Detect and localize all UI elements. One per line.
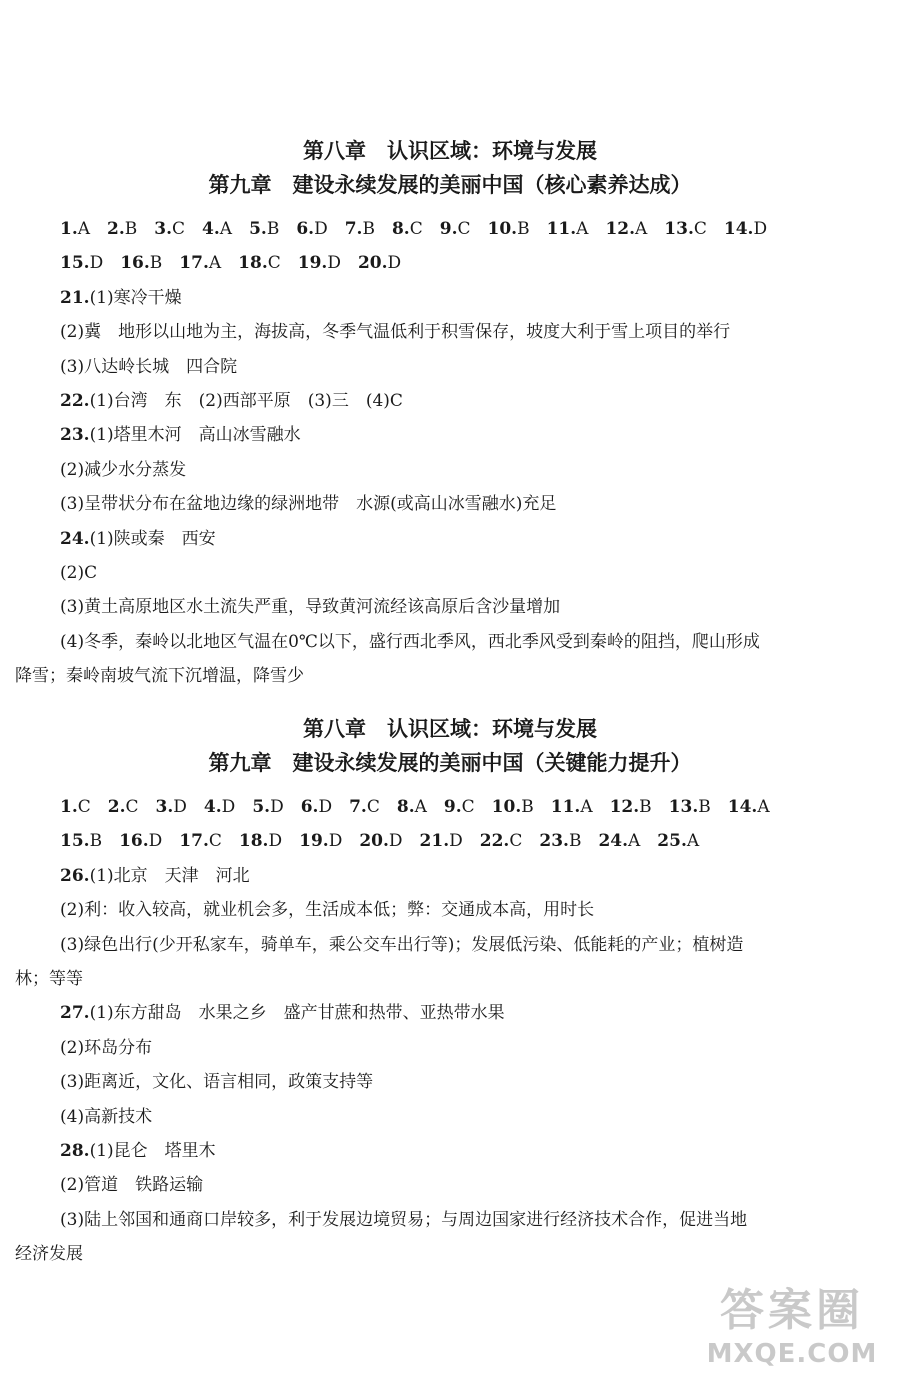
answer-line: (3)呈带状分布在盆地边缘的绿洲地带 水源(或高山冰雪融水)充足 [60, 494, 557, 515]
choice-number: 17. [179, 253, 209, 274]
choice-number: 12. [605, 219, 636, 239]
choice-letter: B [517, 219, 530, 239]
choice-answer [299, 824, 342, 858]
choice-letter: B [89, 831, 103, 852]
choice-letter: D [387, 253, 402, 274]
choice-answer [358, 246, 401, 280]
choice-letter: D [318, 797, 333, 817]
question-number: 27. [60, 1003, 90, 1024]
answer-line: (4)冬季，秦岭以北地区气温在0℃以下，盛行西北季风，西北季风受到秦岭的阻挡，爬山形成 [60, 631, 760, 652]
choice-number: 2. [107, 219, 125, 239]
choice-letter: A [757, 797, 770, 817]
choice-letter: B [568, 831, 582, 852]
choice-number: 1. [60, 219, 78, 239]
answer-line: (2)利：收入较高，就业机会多，生活成本低；弊：交通成本高，用时长 [60, 900, 595, 921]
choice-number: 6. [300, 797, 319, 817]
choice-number: 11. [550, 797, 581, 817]
choice-answer [301, 790, 332, 824]
choice-number: 13. [668, 797, 699, 817]
choice-letter: C [693, 219, 707, 239]
choice-number: 4. [203, 797, 222, 817]
choice-answer [252, 790, 283, 824]
choice-letter: D [449, 831, 463, 852]
answer-line: (3)绿色出行(少开私家车，骑单车，乘公交车出行等)；发展低污染、低能耗的产业；植树造 [60, 934, 744, 955]
choice-letter: D [327, 253, 341, 274]
choice-answer [60, 824, 102, 858]
answer-line: (3)陆上邻国和通商口岸较多，利于发展边境贸易；与周边国家进行经济技术合作，促进当地 [60, 1209, 748, 1230]
choice-number: 16. [120, 253, 150, 274]
answer-line-continued: 林；等等 [15, 969, 83, 990]
answer-line-continued: 降雪；秦岭南坡气流下沉增温，降雪少 [15, 666, 304, 687]
choice-number: 20. [357, 253, 388, 274]
choice-answer [551, 790, 593, 824]
answer-text: (1)塔里木河 高山冰雪融水 [89, 425, 301, 446]
choice-number: 6. [296, 219, 315, 239]
section-title-chapter9: 第九章 建设永续发展的美丽中国（核心素养达成） [208, 173, 692, 197]
choice-answer [239, 824, 282, 858]
answer-line-continued: 经济发展 [15, 1244, 83, 1265]
question-21 [60, 281, 840, 315]
answer-text: (1)东方甜岛 水果之乡 盛产甘蔗和热带、亚热带水果 [89, 1003, 505, 1024]
choice-answer [107, 212, 137, 246]
question-28 [60, 1134, 840, 1168]
answer-text: (1)寒冷干燥 [89, 287, 182, 308]
choice-number: 7. [344, 219, 363, 239]
choice-answer [440, 212, 471, 246]
choice-letter: C [409, 219, 423, 239]
question-number: 22. [60, 391, 90, 412]
choice-letter: C [125, 797, 139, 817]
choice-number: 24. [598, 831, 629, 852]
choice-answer [728, 790, 770, 824]
choice-answer [179, 824, 222, 858]
choice-answer [120, 246, 162, 280]
choice-number: 8. [391, 219, 410, 239]
choice-answer [488, 212, 530, 246]
choice-answer [392, 212, 423, 246]
choice-number: 3. [154, 219, 173, 239]
choice-number: 10. [491, 797, 522, 817]
choice-answer [345, 212, 375, 246]
choice-answer [724, 212, 767, 246]
question-22 [60, 384, 840, 418]
choice-answer [539, 824, 581, 858]
choice-number: 1. [60, 797, 78, 817]
choice-letter: B [149, 253, 163, 274]
choice-letter: C [267, 253, 281, 274]
choice-number: 9. [439, 219, 458, 239]
site-watermark-logo [692, 1283, 892, 1378]
choice-number: 15. [60, 253, 90, 274]
answer-text: (1)陕或秦 西安 [89, 528, 216, 549]
choice-number: 14. [723, 219, 754, 239]
choice-letter: A [77, 219, 91, 239]
choice-number: 7. [349, 797, 367, 817]
choice-answer [298, 246, 341, 280]
choice-letter: D [221, 797, 236, 817]
watermark-top-text: 答案圈 [720, 1285, 864, 1336]
choice-letter: C [172, 219, 186, 239]
question-number: 26. [60, 865, 90, 886]
question-24 [60, 522, 840, 556]
choice-answer [296, 212, 327, 246]
choice-number: 14. [727, 797, 758, 817]
answer-line: (3)八达岭长城 四合院 [60, 356, 238, 377]
choice-answer [657, 824, 699, 858]
mc-row [60, 824, 840, 858]
answer-line: (3)黄土高原地区水土流失严重，导致黄河流经该高原后含沙量增加 [60, 597, 561, 618]
choice-letter: D [270, 797, 284, 817]
answer-line: (4)高新技术 [60, 1106, 153, 1127]
choice-number: 17. [179, 831, 209, 852]
section-title-chapter8: 第八章 认识区域：环境与发展 [303, 717, 597, 741]
choice-answer [349, 790, 380, 824]
section-core-literacy [15, 134, 840, 694]
choice-answer [664, 212, 707, 246]
choice-letter: B [362, 219, 375, 239]
choice-answer [179, 246, 221, 280]
choice-answer [238, 246, 281, 280]
choice-letter: C [208, 831, 222, 852]
choice-letter: A [576, 219, 589, 239]
choice-number: 22. [479, 831, 510, 852]
question-number: 23. [60, 425, 90, 446]
choice-letter: C [457, 219, 471, 239]
choice-letter: B [266, 219, 280, 239]
choice-letter: A [580, 797, 593, 817]
choice-answer [444, 790, 475, 824]
choice-letter: B [639, 797, 652, 817]
choice-number: 16. [119, 831, 149, 852]
choice-number: 21. [419, 831, 450, 852]
choice-letter: A [686, 831, 700, 852]
choice-letter: D [89, 253, 104, 274]
choice-letter: A [628, 831, 641, 852]
choice-answer [60, 246, 103, 280]
choice-letter: C [77, 797, 91, 817]
choice-number: 20. [359, 831, 389, 852]
choice-number: 11. [546, 219, 577, 239]
choice-letter: D [173, 797, 187, 817]
answer-line: (2)C [60, 563, 98, 584]
choice-number: 25. [657, 831, 687, 852]
choice-number: 4. [202, 219, 220, 239]
question-23 [60, 418, 840, 452]
question-number: 21. [60, 287, 90, 308]
choice-letter: A [414, 797, 427, 817]
question-number: 24. [60, 528, 90, 549]
answer-line: (2)管道 铁路运输 [60, 1175, 204, 1196]
choice-number: 18. [238, 831, 269, 852]
answer-line: (2)环岛分布 [60, 1037, 153, 1058]
section-title-chapter8: 第八章 认识区域：环境与发展 [303, 139, 597, 163]
answer-line: (2)冀 地形以山地为主，海拔高，冬季气温低利于积雪保存，坡度大利于雪上项目的举行 [60, 322, 731, 343]
choice-number: 3. [155, 797, 174, 817]
choice-letter: D [268, 831, 283, 852]
choice-letter: A [208, 253, 222, 274]
choice-number: 18. [238, 253, 268, 274]
choice-number: 2. [107, 797, 126, 817]
question-number: 28. [60, 1141, 90, 1162]
choice-answer [397, 790, 427, 824]
choice-letter: B [521, 797, 534, 817]
mc-row [60, 790, 840, 824]
choice-letter: B [124, 219, 138, 239]
choice-answer [610, 790, 652, 824]
choice-number: 9. [443, 797, 462, 817]
choice-answer [669, 790, 711, 824]
choice-answer [60, 212, 90, 246]
choice-letter: D [753, 219, 768, 239]
choice-number: 23. [539, 831, 569, 852]
choice-letter: A [219, 219, 233, 239]
answer-list [15, 212, 840, 694]
choice-number: 13. [664, 219, 694, 239]
choice-number: 5. [249, 219, 267, 239]
choice-answer [359, 824, 402, 858]
section-key-ability [15, 712, 840, 1272]
choice-answer [204, 790, 235, 824]
choice-letter: D [388, 831, 403, 852]
section-title-chapter9: 第九章 建设永续发展的美丽中国（关键能力提升） [208, 751, 692, 775]
choice-letter: B [698, 797, 711, 817]
choice-answer [154, 212, 185, 246]
answer-line: (2)减少水分蒸发 [60, 459, 187, 480]
choice-answer [605, 212, 647, 246]
question-26 [60, 859, 840, 893]
answer-line: (3)距离近，文化、语言相同，政策支持等 [60, 1072, 374, 1093]
choice-answer [60, 790, 91, 824]
answer-list [15, 790, 840, 1272]
choice-answer [480, 824, 523, 858]
mc-row [60, 212, 840, 246]
choice-number: 12. [609, 797, 640, 817]
mc-row [60, 246, 840, 280]
choice-number: 15. [60, 831, 90, 852]
choice-number: 10. [487, 219, 518, 239]
choice-letter: D [314, 219, 328, 239]
choice-letter: C [509, 831, 523, 852]
choice-answer [202, 212, 232, 246]
choice-number: 5. [252, 797, 271, 817]
question-27 [60, 996, 840, 1030]
choice-letter: D [148, 831, 163, 852]
choice-number: 8. [396, 797, 415, 817]
choice-answer [420, 824, 463, 858]
answer-text: (1)台湾 东 (2)西部平原 (3)三 (4)C [89, 391, 403, 412]
choice-answer [249, 212, 279, 246]
choice-number: 19. [297, 253, 328, 274]
choice-letter: D [328, 831, 343, 852]
answer-text: (1)北京 天津 河北 [89, 865, 250, 886]
choice-letter: A [635, 219, 648, 239]
choice-answer [547, 212, 589, 246]
choice-answer [119, 824, 162, 858]
choice-answer [598, 824, 640, 858]
choice-letter: C [461, 797, 475, 817]
choice-answer [108, 790, 139, 824]
choice-letter: C [366, 797, 380, 817]
choice-answer [492, 790, 534, 824]
watermark-bottom-text: MXQE.COM [706, 1339, 878, 1369]
choice-answer [156, 790, 187, 824]
answer-text: (1)昆仑 塔里木 [89, 1141, 216, 1162]
choice-number: 19. [299, 831, 329, 852]
